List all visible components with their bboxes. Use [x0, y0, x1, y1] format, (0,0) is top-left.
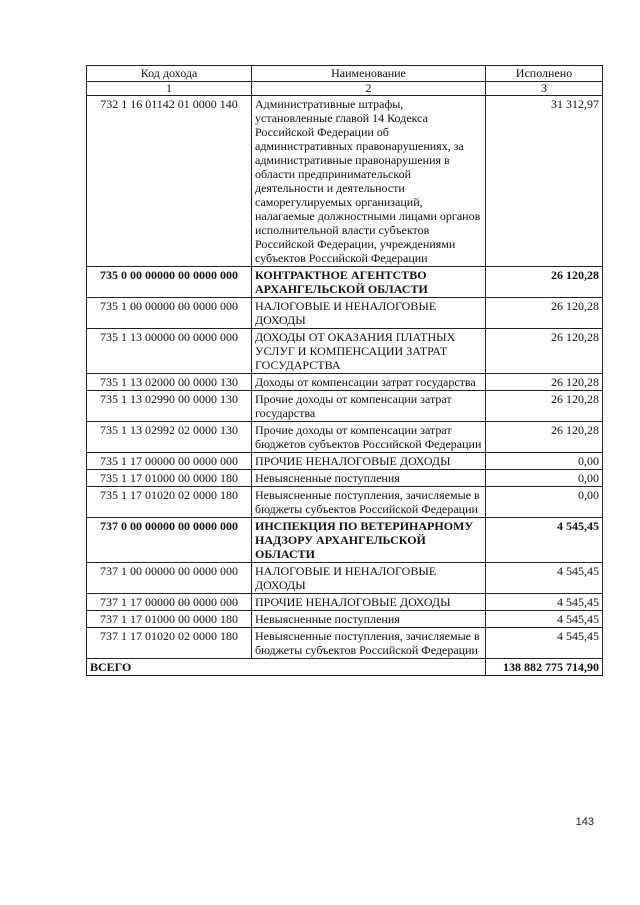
column-number: 1: [87, 82, 252, 96]
income-code: 735 1 00 00000 00 0000 000: [87, 298, 252, 329]
header-name: Наименование: [252, 66, 486, 82]
income-name: Доходы от компенсации затрат государства: [252, 374, 486, 391]
income-name: Невыясненные поступления, зачисляемые в бюджеты субъектов Российской Федерации: [252, 628, 486, 659]
income-name: ДОХОДЫ ОТ ОКАЗАНИЯ ПЛАТНЫХ УСЛУГ И КОМПЕНСАЦИИ ЗАТРАТ ГОСУДАРСТВА: [252, 329, 486, 374]
table-row: [87, 470, 603, 487]
income-code: 735 1 13 02000 00 0000 130: [87, 374, 252, 391]
table-row: [87, 563, 603, 594]
total-value: 138 882 775 714,90: [486, 659, 603, 676]
income-name: НАЛОГОВЫЕ И НЕНАЛОГОВЫЕ ДОХОДЫ: [252, 298, 486, 329]
executed-amount: 26 120,28: [486, 329, 603, 374]
executed-amount: 26 120,28: [486, 391, 603, 422]
income-code: 735 1 13 02992 02 0000 130: [87, 422, 252, 453]
income-name: ПРОЧИЕ НЕНАЛОГОВЫЕ ДОХОДЫ: [252, 453, 486, 470]
executed-amount: 4 545,45: [486, 518, 603, 563]
income-name: Прочие доходы от компенсации затрат бюджетов субъектов Российской Федерации: [252, 422, 486, 453]
income-code: 735 1 17 01000 00 0000 180: [87, 470, 252, 487]
executed-amount: 26 120,28: [486, 267, 603, 298]
total-label: ВСЕГО: [87, 659, 486, 676]
executed-amount: 26 120,28: [486, 298, 603, 329]
income-code: 732 1 16 01142 01 0000 140: [87, 96, 252, 267]
column-number: 2: [252, 82, 486, 96]
table-row: [87, 374, 603, 391]
total-row: [87, 659, 603, 676]
executed-amount: 26 120,28: [486, 374, 603, 391]
page-number: 143: [575, 816, 594, 828]
header-code: Код дохода: [87, 66, 252, 82]
income-code: 735 1 17 00000 00 0000 000: [87, 453, 252, 470]
income-code: 737 1 00 00000 00 0000 000: [87, 563, 252, 594]
table-row: [87, 329, 603, 374]
executed-amount: 0,00: [486, 470, 603, 487]
income-code: 737 1 17 00000 00 0000 000: [87, 594, 252, 611]
income-name: НАЛОГОВЫЕ И НЕНАЛОГОВЫЕ ДОХОДЫ: [252, 563, 486, 594]
table-row: [87, 422, 603, 453]
income-code: 735 1 13 00000 00 0000 000: [87, 329, 252, 374]
revenue-table: [86, 65, 603, 676]
income-name: КОНТРАКТНОЕ АГЕНТСТВО АРХАНГЕЛЬСКОЙ ОБЛАСТИ: [252, 267, 486, 298]
income-code: 737 1 17 01020 02 0000 180: [87, 628, 252, 659]
income-code: 735 1 17 01020 02 0000 180: [87, 487, 252, 518]
executed-amount: 4 545,45: [486, 628, 603, 659]
table-row: [87, 487, 603, 518]
table-row: [87, 594, 603, 611]
executed-amount: 4 545,45: [486, 563, 603, 594]
income-name: Административные штрафы, установленные главой 14 Кодекса Российской Федерации об административных правонарушениях, за административные правонарушения в области предпринимательской деятельности и деятельности саморегулируемых организаций, налагаемые должностными лицами органов исполнительной власти субъектов Российской Федерации, учреждениями субъектов Российской Федерации: [252, 96, 486, 267]
executed-amount: 26 120,28: [486, 422, 603, 453]
income-name: ПРОЧИЕ НЕНАЛОГОВЫЕ ДОХОДЫ: [252, 594, 486, 611]
table-row: [87, 453, 603, 470]
table-row: [87, 96, 603, 267]
income-name: Прочие доходы от компенсации затрат государства: [252, 391, 486, 422]
column-number-row: [87, 82, 603, 96]
table-row: [87, 518, 603, 563]
column-number: 3: [486, 82, 603, 96]
table-row: [87, 391, 603, 422]
executed-amount: 0,00: [486, 487, 603, 518]
executed-amount: 4 545,45: [486, 594, 603, 611]
income-code: 735 0 00 00000 00 0000 000: [87, 267, 252, 298]
header-row: [87, 66, 603, 82]
executed-amount: 4 545,45: [486, 611, 603, 628]
income-name: Невыясненные поступления: [252, 470, 486, 487]
income-code: 735 1 13 02990 00 0000 130: [87, 391, 252, 422]
income-code: 737 0 00 00000 00 0000 000: [87, 518, 252, 563]
table-row: [87, 267, 603, 298]
header-executed: Исполнено: [486, 66, 603, 82]
table-row: [87, 628, 603, 659]
executed-amount: 0,00: [486, 453, 603, 470]
table-row: [87, 611, 603, 628]
executed-amount: 31 312,97: [486, 96, 603, 267]
table-row: [87, 298, 603, 329]
income-name: Невыясненные поступления, зачисляемые в бюджеты субъектов Российской Федерации: [252, 487, 486, 518]
income-name: ИНСПЕКЦИЯ ПО ВЕТЕРИНАРНОМУ НАДЗОРУ АРХАНГЕЛЬСКОЙ ОБЛАСТИ: [252, 518, 486, 563]
income-code: 737 1 17 01000 00 0000 180: [87, 611, 252, 628]
income-name: Невыясненные поступления: [252, 611, 486, 628]
